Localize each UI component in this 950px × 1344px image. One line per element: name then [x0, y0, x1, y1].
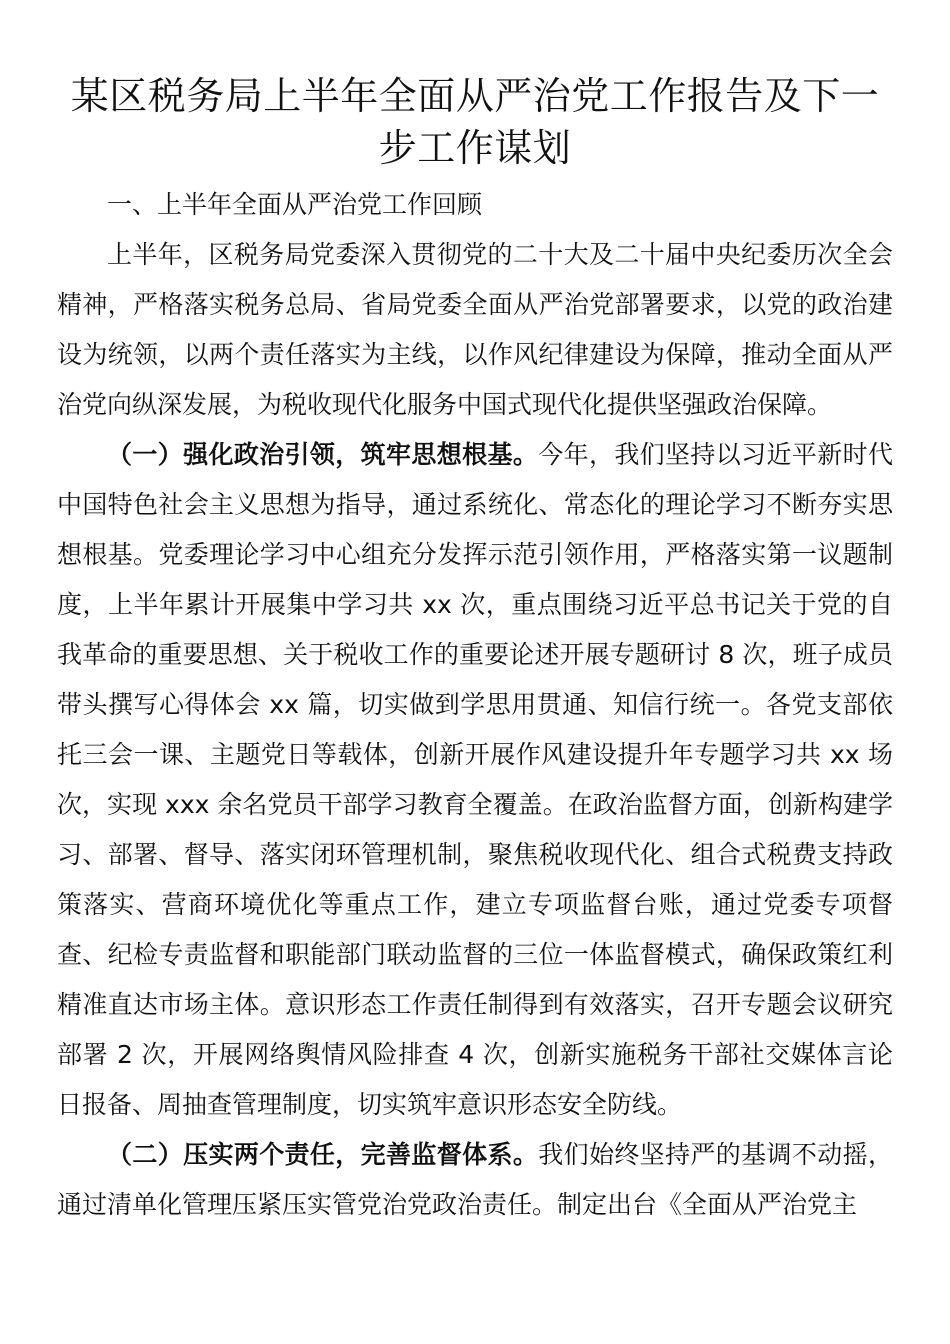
point-paragraph-1 — [57, 430, 893, 1130]
document-page — [57, 70, 893, 1230]
point-lead-2: （二）压实两个责任，完善监督体系。 — [107, 1140, 539, 1169]
point-body-1: 今年，我们坚持以习近平新时代中国特色社会主义思想为指导，通过系统化、常态化的理论学习不断夯实思想根基。党委理论学习中心组充分发挥示范引领作用，严格落实第一议题制度，上半年累计开展集中学习共 xx 次，重点围绕习近平总书记关于党的自我革命的重要思想、关于税收工作的重要论述开展专题研讨 8 次，班子成员带头撰写心得体会 xx 篇，切实做到学思用贯通、知信行统一。各党支部依托三会一课、主题党日等载体，创新开展作风建设提升年专题学习共 xx 场次，实现 xxx 余名党员干部学习教育全覆盖。在政治监督方面，创新构建学习、部署、督导、落实闭环管理机制，聚焦税收现代化、组合式税费支持政策落实、营商环境优化等重点工作，建立专项监督台账，通过党委专项督查、纪检专责监督和职能部门联动监督的三位一体监督模式，确保政策红利精准直达市场主体。意识形态工作责任制得到有效落实，召开专题会议研究部署 2 次，开展网络舆情风险排查 4 次，创新实施税务干部社交媒体言论日报备、周抽查管理制度，切实筑牢意识形态安全防线。 — [57, 440, 893, 1119]
intro-paragraph: 上半年，区税务局党委深入贯彻党的二十大及二十届中央纪委历次全会精神，严格落实税务总局、省局党委全面从严治党部署要求，以党的政治建设为统领，以两个责任落实为主线，以作风纪律建设为保障，推动全面从严治党向纵深发展，为税收现代化服务中国式现代化提供坚强政治保障。 — [57, 240, 893, 419]
point-paragraph-2 — [57, 1130, 893, 1230]
section-heading: 一、上半年全面从严治党工作回顾 — [107, 190, 483, 219]
document-title: 某区税务局上半年全面从严治党工作报告及下一步工作谋划 — [70, 74, 880, 170]
point-body-2: 我们始终坚持严的基调不动摇，通过清单化管理压紧压实管党治党政治责任。制定出台《全面从严治党主 — [57, 1140, 893, 1219]
point-lead-1: （一）强化政治引领，筑牢思想根基。 — [107, 440, 539, 469]
